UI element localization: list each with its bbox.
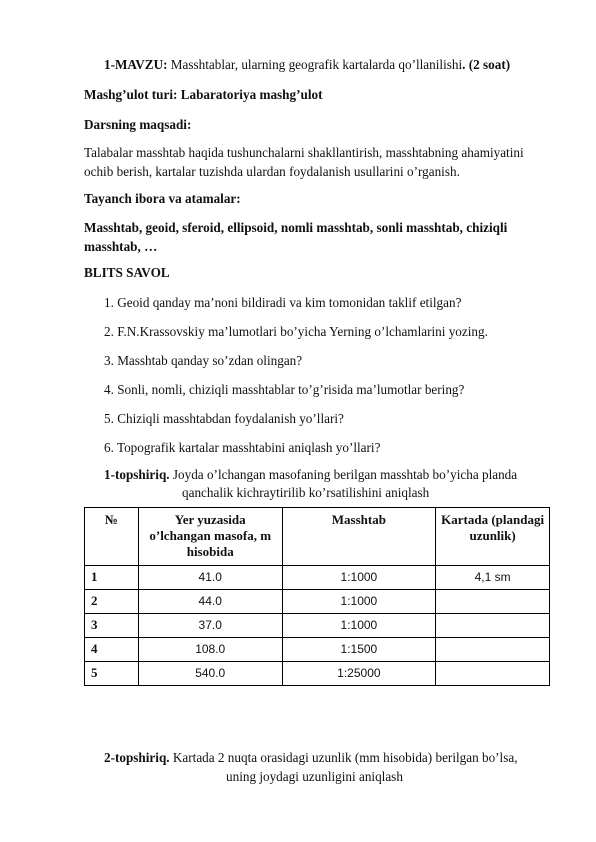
cell-map-length (436, 638, 550, 662)
question-item: 3. Masshtab qanday so’zdan olingan? (104, 353, 303, 368)
keywords-heading: Tayanch ibora va atamalar: (84, 191, 241, 206)
topic-label: 1-MAVZU: (104, 57, 168, 72)
task1-label: 1-topshiriq. (104, 467, 170, 482)
keywords-text-2: masshtab, … (84, 239, 158, 254)
cell-scale: 1:1000 (282, 566, 436, 590)
keywords-text-1: Masshtab, geoid, sferoid, ellipsoid, nomli masshtab, sonli masshtab, chiziqli (84, 220, 508, 235)
topic-text: Masshtablar, ularning geografik kartalarda qo’llanilishi (167, 57, 463, 72)
col-header-scale: Masshtab (282, 508, 436, 566)
cell-map-length (436, 662, 550, 686)
task2-label: 2-topshiriq. (104, 750, 170, 765)
cell-number: 1 (85, 566, 139, 590)
task1-text-2: qanchalik kichraytirilib ko’rsatilishini aniqlash (182, 485, 430, 500)
cell-number: 5 (85, 662, 139, 686)
col-header-number: № (85, 508, 139, 566)
question-item: 6. Topografik kartalar masshtabini aniqlash yo’llari? (104, 440, 381, 455)
goal-text-1: Talabalar masshtab haqida tushunchalarni shakllantirish, masshtabning ahamiyatini (84, 145, 524, 160)
cell-scale: 1:1500 (282, 638, 436, 662)
cell-scale: 1:1000 (282, 590, 436, 614)
question-item: 1. Geoid qanday ma’noni bildiradi va kim tomonidan taklif etilgan? (104, 295, 462, 310)
task2-text-1: Kartada 2 nuqta orasidagi uzunlik (mm hisobida) berilgan bo’lsa, (169, 750, 518, 765)
question-item: 5. Chiziqli masshtabdan foydalanish yo’llari? (104, 411, 344, 426)
goal-heading: Darsning maqsadi: (84, 117, 192, 132)
cell-scale: 1:1000 (282, 614, 436, 638)
lesson-type: Mashg’ulot turi: Labaratoriya mashg’ulot (84, 87, 323, 102)
topic-dot: . (462, 57, 466, 72)
cell-number: 3 (85, 614, 139, 638)
cell-ground-distance: 41.0 (138, 566, 282, 590)
blits-heading: BLITS SAVOL (84, 265, 170, 280)
table-row (85, 614, 550, 638)
task2-text-2: uning joydagi uzunligini aniqlash (226, 769, 403, 784)
task1-line-1 (104, 466, 517, 483)
cell-number: 2 (85, 590, 139, 614)
measurement-table (84, 507, 550, 686)
task1-text-1: Joyda o’lchangan masofaning berilgan masshtab bo’yicha planda (169, 467, 518, 482)
table-row (85, 638, 550, 662)
goal-text-2: ochib berish, kartalar tuzishda ulardan foydalanish usullarini o’rganish. (84, 164, 460, 179)
cell-ground-distance: 108.0 (138, 638, 282, 662)
cell-map-length: 4,1 sm (436, 566, 550, 590)
table-row (85, 590, 550, 614)
table-row (85, 662, 550, 686)
cell-scale: 1:25000 (282, 662, 436, 686)
cell-ground-distance: 44.0 (138, 590, 282, 614)
topic-hours: (2 soat) (465, 57, 511, 72)
table-header-row (85, 508, 550, 566)
topic-line (104, 56, 510, 73)
task2-line-1 (104, 749, 518, 766)
cell-map-length (436, 614, 550, 638)
cell-map-length (436, 590, 550, 614)
cell-ground-distance: 37.0 (138, 614, 282, 638)
cell-ground-distance: 540.0 (138, 662, 282, 686)
cell-number: 4 (85, 638, 139, 662)
table-row (85, 566, 550, 590)
col-header-map-length: Kartada (plandagi uzunlik) (436, 508, 550, 566)
question-item: 2. F.N.Krassovskiy ma’lumotlari bo’yicha Yerning o’lchamlarini yozing. (104, 324, 488, 339)
col-header-ground-distance: Yer yuzasida o’lchangan masofa, m hisobida (138, 508, 282, 566)
question-item: 4. Sonli, nomli, chiziqli masshtablar to’g’risida ma’lumotlar bering? (104, 382, 465, 397)
